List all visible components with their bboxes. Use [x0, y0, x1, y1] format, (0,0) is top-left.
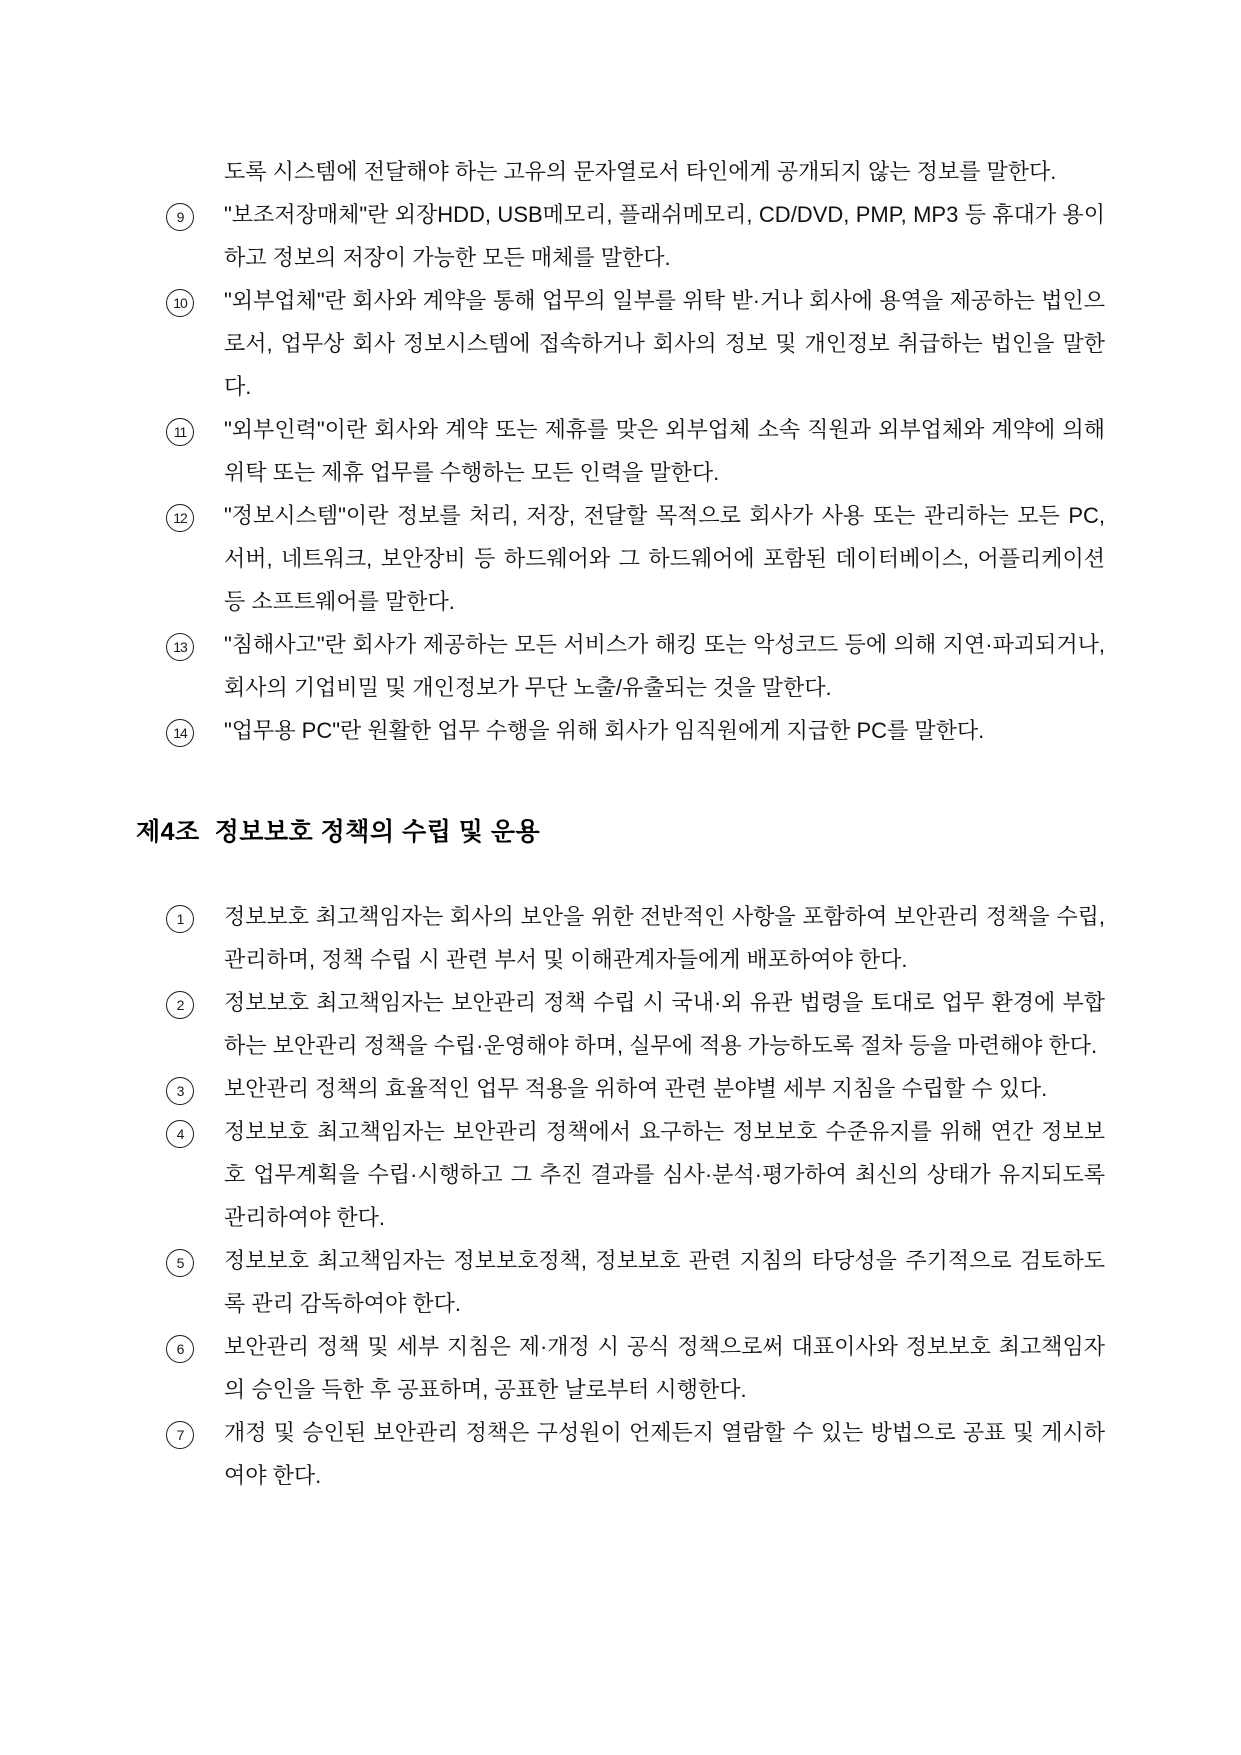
item-marker [166, 623, 224, 666]
list-item [136, 709, 1105, 752]
article-4-heading: 제4조 정보보호 정책의 수립 및 운용 [136, 818, 541, 846]
circled-number: 11 [166, 418, 194, 446]
list-item [136, 1067, 1105, 1110]
item-text: "보조저장매체"란 외장HDD, USB메모리, 플래쉬메모리, CD/DVD, PMP, MP3 등 휴대가 용이하고 정보의 저장이 가능한 모든 매체를 말한다. [224, 202, 1105, 270]
list-item [136, 623, 1105, 709]
item-text: 보안관리 정책의 효율적인 업무 적용을 위하여 관련 분야별 세부 지침을 수립할 수 있다. [224, 1076, 1048, 1101]
article-4-section [136, 895, 1105, 1497]
circled-number: 5 [166, 1249, 194, 1277]
list-item [136, 1110, 1105, 1239]
circled-number: 4 [166, 1120, 194, 1148]
item-text: "외부인력"이란 회사와 계약 또는 제휴를 맞은 외부업체 소속 직원과 외부업체와 계약에 의해 위탁 또는 제휴 업무를 수행하는 모든 인력을 말한다. [224, 417, 1105, 485]
list-item [136, 981, 1105, 1067]
circled-number: 2 [166, 991, 194, 1019]
item-marker [166, 981, 224, 1024]
article-4-list [136, 895, 1105, 1497]
item-marker [166, 1110, 224, 1153]
item-text: "침해사고"란 회사가 제공하는 모든 서비스가 해킹 또는 악성코드 등에 의해 지연·파괴되거나, 회사의 기업비밀 및 개인정보가 무단 노출/유출되는 것을 말한다. [224, 632, 1105, 700]
item-marker [166, 193, 224, 236]
list-item [136, 1325, 1105, 1411]
list-item [136, 1239, 1105, 1325]
list-item [136, 408, 1105, 494]
item-marker [166, 408, 224, 451]
item-marker [166, 895, 224, 938]
item-text: "정보시스템"이란 정보를 처리, 저장, 전달할 목적으로 회사가 사용 또는 관리하는 모든 PC, 서버, 네트워크, 보안장비 등 하드웨어와 그 하드웨어에 포함된 데이터베이스, 어플리케이션 등 소프트웨어를 말한다. [224, 503, 1105, 614]
list-item [136, 895, 1105, 981]
item-marker [166, 1325, 224, 1368]
circled-number: 10 [166, 289, 194, 317]
item-text: 정보보호 최고책임자는 보안관리 정책에서 요구하는 정보보호 수준유지를 위해 연간 정보보호 업무계획을 수립·시행하고 그 추진 결과를 심사·분석·평가하여 최신의 상태가 유지되도록 관리하여야 한다. [224, 1119, 1105, 1230]
item-text: "업무용 PC"란 원활한 업무 수행을 위해 회사가 임직원에게 지급한 PC를 말한다. [224, 718, 985, 743]
item-marker [166, 1411, 224, 1454]
circled-number: 7 [166, 1421, 194, 1449]
circled-number: 1 [166, 905, 194, 933]
list-item [136, 494, 1105, 623]
item-marker [166, 279, 224, 322]
item-marker [166, 709, 224, 752]
definitions-section [136, 150, 1105, 752]
item-marker [166, 1067, 224, 1110]
list-item [136, 279, 1105, 408]
circled-number: 13 [166, 633, 194, 661]
item-text: "외부업체"란 회사와 계약을 통해 업무의 일부를 위탁 받·거나 회사에 용역을 제공하는 법인으로서, 업무상 회사 정보시스템에 접속하거나 회사의 정보 및 개인정보 취급하는 법인을 말한다. [224, 288, 1105, 399]
circled-number: 12 [166, 504, 194, 532]
circled-number: 3 [166, 1077, 194, 1105]
list-item [136, 193, 1105, 279]
item-text: 정보보호 최고책임자는 보안관리 정책 수립 시 국내·외 유관 법령을 토대로 업무 환경에 부합하는 보안관리 정책을 수립·운영해야 하며, 실무에 적용 가능하도록 절차 등을 마련해야 한다. [224, 990, 1105, 1058]
continuation-paragraph: 도록 시스템에 전달해야 하는 고유의 문자열로서 타인에게 공개되지 않는 정보를 말한다. [224, 159, 1057, 184]
item-text: 정보보호 최고책임자는 정보보호정책, 정보보호 관련 지침의 타당성을 주기적으로 검토하도록 관리 감독하여야 한다. [224, 1248, 1105, 1316]
item-text: 정보보호 최고책임자는 회사의 보안을 위한 전반적인 사항을 포함하여 보안관리 정책을 수립, 관리하며, 정책 수립 시 관련 부서 및 이해관계자들에게 배포하여야 한다. [224, 904, 1105, 972]
item-marker [166, 1239, 224, 1282]
item-text: 보안관리 정책 및 세부 지침은 제·개정 시 공식 정책으로써 대표이사와 정보보호 최고책임자의 승인을 득한 후 공표하며, 공표한 날로부터 시행한다. [224, 1334, 1105, 1402]
list-item [136, 1411, 1105, 1497]
circled-number: 6 [166, 1335, 194, 1363]
definitions-list [136, 193, 1105, 752]
item-text: 개정 및 승인된 보안관리 정책은 구성원이 언제든지 열람할 수 있는 방법으로 공표 및 게시하여야 한다. [224, 1420, 1105, 1488]
circled-number: 9 [166, 203, 194, 231]
item-marker [166, 494, 224, 537]
circled-number: 14 [166, 719, 194, 747]
